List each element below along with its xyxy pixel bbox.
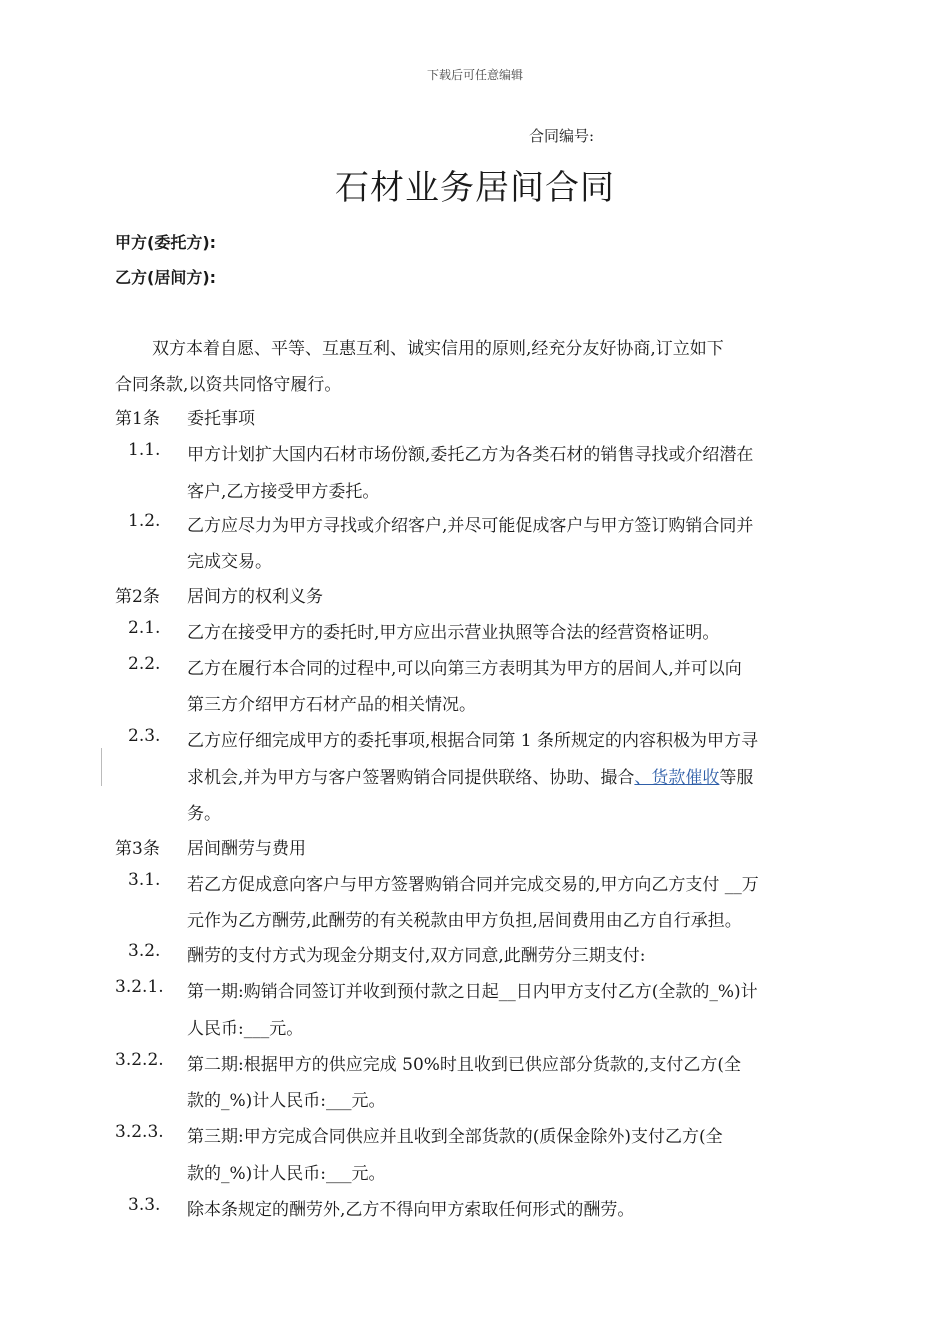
clause-2-3-line-2 — [187, 763, 753, 788]
clause-2-3-line-2-text-a: 求机会,并为甲方与客户签署购销合同提供联络、协助、撮合 — [187, 768, 635, 788]
clause-2-3-line-3: 务。 — [187, 804, 221, 824]
clause-1-2-line-2: 完成交易。 — [187, 552, 272, 572]
article-2-number: 第2条 — [115, 587, 160, 607]
clause-2-3-number: 2.3. — [128, 726, 161, 746]
clause-1-1-line-2: 客户,乙方接受甲方委托。 — [187, 482, 380, 502]
intro-line-1: 双方本着自愿、平等、互惠互利、诚实信用的原则,经充分友好协商,订立如下 — [152, 339, 724, 359]
article-1-number: 第1条 — [115, 409, 160, 429]
article-3-title: 居间酬劳与费用 — [187, 839, 306, 859]
article-2-title: 居间方的权利义务 — [187, 587, 323, 607]
clause-2-2-number: 2.2. — [128, 654, 161, 674]
clause-3-3-line-1: 除本条规定的酬劳外,乙方不得向甲方索取任何形式的酬劳。 — [187, 1200, 635, 1220]
clause-3-2-1-line-1: 第一期:购销合同签订并收到预付款之日起__日内甲方支付乙方(全款的_%)计 — [187, 982, 758, 1002]
clause-3-2-2-number: 3.2.2. — [115, 1050, 164, 1070]
clause-1-2-number: 1.2. — [128, 511, 161, 531]
clause-3-2-line-1: 酬劳的支付方式为现金分期支付,双方同意,此酬劳分三期支付: — [187, 946, 646, 966]
clause-3-1-line-1: 若乙方促成意向客户与甲方签署购销合同并完成交易的,甲方向乙方支付 __万 — [187, 875, 759, 895]
article-3-number: 第3条 — [115, 839, 160, 859]
clause-3-1-number: 3.1. — [128, 870, 161, 890]
contract-number-label: 合同编号: — [529, 127, 595, 145]
clause-3-2-number: 3.2. — [128, 941, 161, 961]
clause-3-2-3-number: 3.2.3. — [115, 1122, 164, 1142]
payment-collection-link[interactable]: 、货款催收 — [634, 768, 720, 788]
clause-2-1-number: 2.1. — [128, 618, 161, 638]
clause-3-2-2-line-1: 第二期:根据甲方的供应完成 50%时且收到已供应部分货款的,支付乙方(全 — [187, 1055, 741, 1075]
revision-margin-mark — [101, 748, 102, 786]
clause-1-1-line-1: 甲方计划扩大国内石材市场份额,委托乙方为各类石材的销售寻找或介绍潜在 — [187, 445, 754, 465]
clause-2-1-line-1: 乙方在接受甲方的委托时,甲方应出示营业执照等合法的经营资格证明。 — [187, 623, 720, 643]
clause-2-2-line-2: 第三方介绍甲方石材产品的相关情况。 — [187, 695, 476, 715]
clause-3-2-3-line-2: 款的_%)计人民币:___元。 — [187, 1164, 386, 1184]
clause-2-3-line-2-text-b: 等服 — [719, 768, 754, 788]
clause-1-1-number: 1.1. — [128, 440, 161, 460]
party-a-label: 甲方(委托方): — [115, 233, 217, 252]
clause-3-2-2-line-2: 款的_%)计人民币:___元。 — [187, 1091, 386, 1111]
clause-3-3-number: 3.3. — [128, 1195, 161, 1215]
clause-2-2-line-1: 乙方在履行本合同的过程中,可以向第三方表明其为甲方的居间人,并可以向 — [187, 659, 742, 679]
clause-3-1-line-2: 元作为乙方酬劳,此酬劳的有关税款由甲方负担,居间费用由乙方自行承担。 — [187, 911, 742, 931]
clause-3-2-1-number: 3.2.1. — [115, 977, 164, 997]
clause-3-2-3-line-1: 第三期:甲方完成合同供应并且收到全部货款的(质保金除外)支付乙方(全 — [187, 1127, 723, 1147]
intro-line-2: 合同条款,以资共同恪守履行。 — [115, 375, 342, 395]
clause-2-3-line-1: 乙方应仔细完成甲方的委托事项,根据合同第 1 条所规定的内容积极为甲方寻 — [187, 731, 759, 751]
party-b-label: 乙方(居间方): — [115, 268, 217, 287]
document-title: 石材业务居间合同 — [335, 168, 615, 208]
clause-1-2-line-1: 乙方应尽力为甲方寻找或介绍客户,并尽可能促成客户与甲方签订购销合同并 — [187, 516, 754, 536]
article-1-title: 委托事项 — [187, 409, 255, 429]
header-note: 下载后可任意编辑 — [426, 68, 523, 82]
clause-3-2-1-line-2: 人民币:___元。 — [187, 1019, 304, 1039]
